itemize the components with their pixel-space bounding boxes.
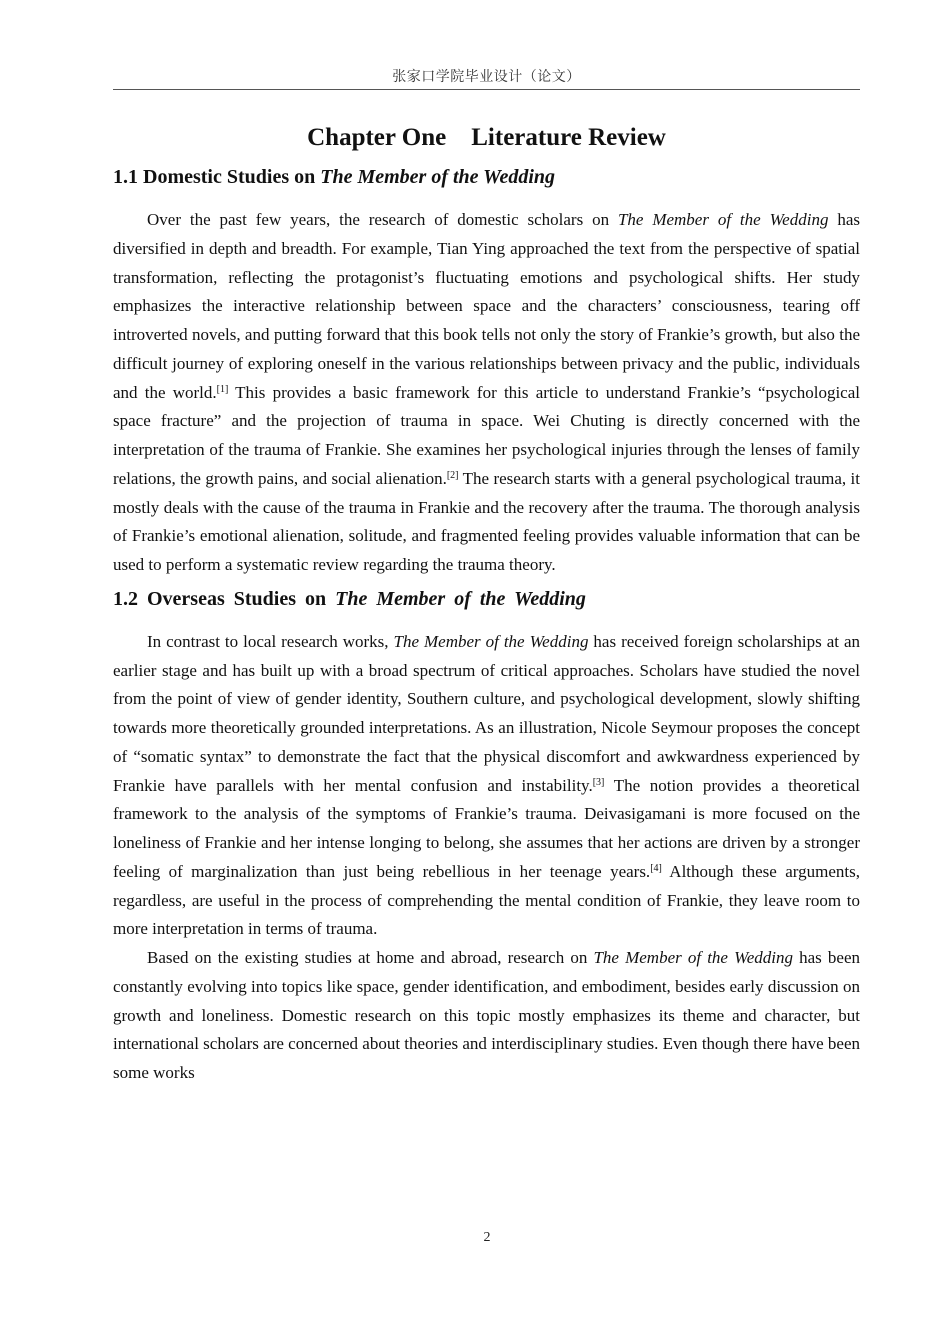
paragraph-text: Over the past few years, the research of domestic scholars on: [147, 210, 618, 229]
paragraph-text: The notion provides a theoretical framework to the analysis of the symptoms of Frankie’s trauma. Deivasigamani is more focused on the loneliness of Frankie and her intense longing to belong, she assumes that her actions are driven by a stronger feeling of marginalization than just being rebellious in her teenage years.: [113, 775, 860, 881]
paragraph-text: The research starts with a general psychological trauma, it mostly deals with the cause of the trauma in Frankie and the recovery after the trauma. The thorough analysis of Frankie’s emotional alienation, solitude, and fragmented feeling provides valuable information that can be used to perform a systematic review regarding the trauma theory.: [113, 468, 861, 574]
paragraph-text: has been constantly evolving into topics like space, gender identification, and embodiment, besides early discussion on growth and loneliness. Domestic research on this topic mostly emphasizes its theme and character, but international scholars are concerned about theories and interdisciplinary studies. Even though there have been some works: [113, 948, 860, 1082]
citation-ref: [2]: [446, 469, 459, 481]
paragraph-domestic-studies: [113, 206, 860, 580]
paragraph-text: Based on the existing studies at home and abroad, research on: [147, 948, 594, 967]
section-heading-1-1-book-title: The Member of the Wedding: [320, 166, 556, 188]
citation-ref: [1]: [216, 383, 229, 395]
citation-ref: [4]: [650, 862, 662, 874]
paragraph-summary: [113, 944, 860, 1088]
paragraph-text: has received foreign scholarships at an earlier stage and has built up with a broad spectrum of critical approaches. Scholars have studied the novel from the point of view of gender identity, Southern culture, and psychological development, slowly shifting towards more theoretically grounded interpretations. As an illustration, Nicole Seymour proposes the concept of “somatic syntax” to demonstrate the fact that the physical discomfort and awkwardness experienced by Frankie have parallels with her mental confusion and instability.: [113, 631, 860, 795]
page-number: 2: [483, 1230, 491, 1245]
paragraph-overseas-studies: [113, 628, 860, 944]
paragraph-text: has diversified in depth and breadth. For example, Tian Ying approached the text from the perspective of spatial transformation, reflecting the protagonist’s fluctuating emotions and psychological shifts. Her study emphasizes the interactive relationship between space and the characters’ consciousness, tearing off introverted novels, and putting forward that this book tells not only the story of Frankie’s growth, but also the difficult journey of exploring oneself in the various relationships between privacy and the public, individuals and the world.: [113, 210, 860, 402]
citation-ref: [3]: [592, 776, 605, 788]
section-heading-1-1-prefix: 1.1 Domestic Studies on: [113, 166, 321, 188]
header-title: 张家口学院毕业设计（论文）: [392, 69, 581, 85]
chapter-title: Chapter One Literature Review: [307, 124, 666, 151]
paragraph-text: In contrast to local research works,: [147, 631, 394, 651]
paragraph-text: Although these arguments, regardless, are useful in the process of comprehending the mental condition of Frankie, they leave room to more interpretation in terms of trauma.: [113, 861, 860, 939]
book-title: The Member of the Wedding: [593, 948, 793, 967]
paragraph-text: This provides a basic framework for this article to understand Frankie’s “psychological space fracture” and the projection of trauma in space. Wei Chuting is directly concerned with the interpretation of the trauma of Frankie. She examines her psychological injuries through the lenses of family relations, the growth pains, and social alienation.: [113, 382, 860, 488]
section-heading-1-2-prefix: 1.2 Overseas Studies on: [113, 587, 336, 610]
running-header: [113, 68, 860, 90]
section-heading-1-1: [113, 158, 860, 196]
section-heading-1-2-book-title: The Member of the Wedding: [335, 587, 586, 610]
book-title: The Member of the Wedding: [393, 631, 589, 651]
book-title: The Member of the Wedding: [617, 210, 829, 229]
page-body: [113, 118, 860, 1088]
section-heading-1-2: [113, 580, 860, 618]
